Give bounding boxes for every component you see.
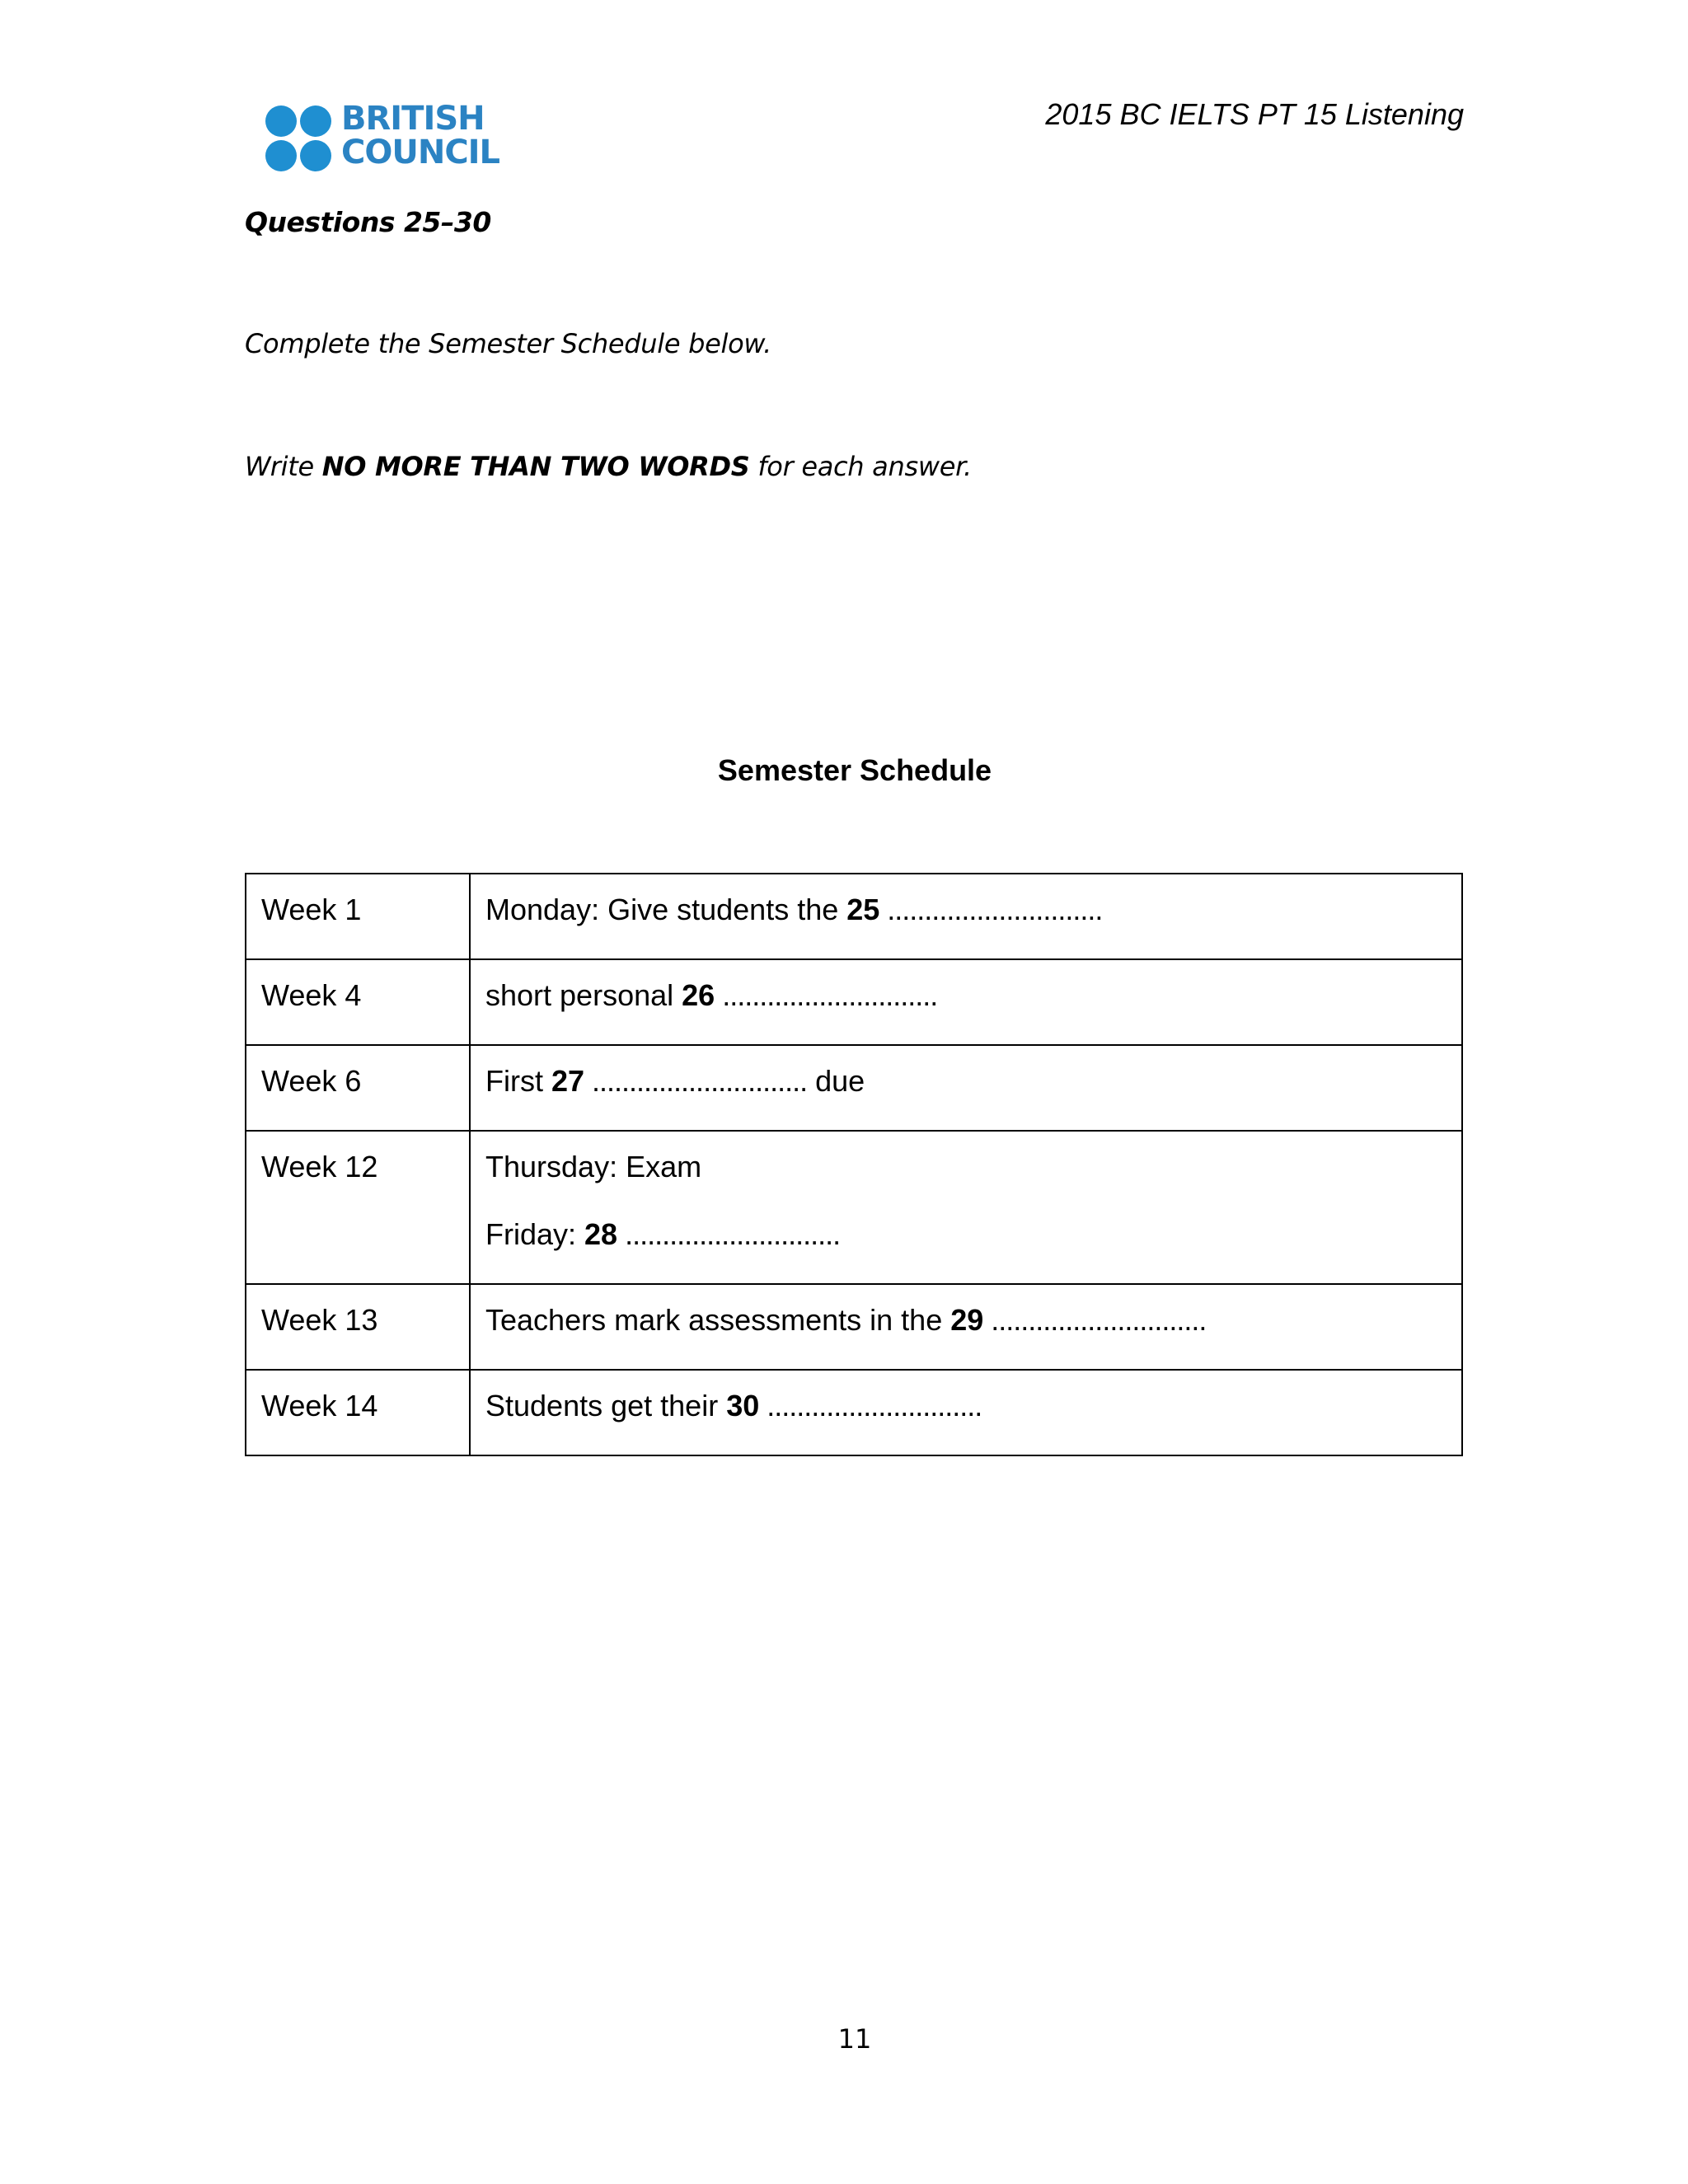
answer-blank[interactable]: ............................. [584, 1064, 808, 1098]
task-text: Students get their [485, 1389, 727, 1422]
logo-text-line2: COUNCIL [341, 134, 500, 171]
task-line-1: Thursday: Exam [485, 1150, 702, 1183]
questions-title: Questions 25–30 [245, 206, 491, 238]
instruction-complete: Complete the Semester Schedule below. [245, 328, 772, 359]
question-number: 30 [726, 1389, 760, 1422]
logo-text-line1: BRITISH [341, 100, 485, 138]
task-text: Monday: Give students the [485, 893, 847, 926]
question-number: 28 [584, 1217, 618, 1251]
week-cell: Week 6 [246, 1045, 470, 1131]
question-number: 26 [682, 978, 715, 1012]
schedule-title: Semester Schedule [717, 753, 992, 787]
task-cell [470, 1284, 1462, 1370]
answer-blank[interactable]: ............................. [715, 978, 938, 1012]
task-cell [470, 1370, 1462, 1455]
table-row [246, 1131, 1462, 1284]
answer-blank[interactable]: ............................. [617, 1217, 841, 1251]
task-text: short personal [485, 978, 682, 1012]
task-text: Teachers mark assessments in the [485, 1303, 951, 1337]
semester-schedule-table [245, 873, 1463, 1456]
week-cell: Week 12 [246, 1131, 470, 1284]
answer-blank[interactable]: ............................. [759, 1389, 982, 1422]
table-row [246, 874, 1462, 959]
table-row [246, 959, 1462, 1045]
task-cell [470, 1045, 1462, 1131]
british-council-logo [262, 97, 501, 180]
task-cell [470, 874, 1462, 959]
instruction-bold: NO MORE THAN TWO WORDS [321, 451, 750, 482]
task-line-2 [485, 1217, 1447, 1252]
question-number: 29 [950, 1303, 984, 1337]
task-text: Friday: [485, 1217, 585, 1251]
week-cell: Week 14 [246, 1370, 470, 1455]
question-number: 25 [846, 893, 880, 926]
instruction-pre: Write [245, 451, 322, 482]
week-cell: Week 4 [246, 959, 470, 1045]
task-cell [470, 1131, 1462, 1284]
task-cell [470, 959, 1462, 1045]
table-row [246, 1370, 1462, 1455]
week-cell: Week 1 [246, 874, 470, 959]
page-number: 11 [837, 2023, 872, 2055]
question-number: 27 [551, 1064, 585, 1098]
answer-blank[interactable]: ............................. [983, 1303, 1207, 1337]
test-title: 2015 BC IELTS PT 15 Listening [1045, 97, 1464, 131]
table-row [246, 1284, 1462, 1370]
instruction-word-limit [245, 451, 972, 482]
week-cell: Week 13 [246, 1284, 470, 1370]
task-text: First [485, 1064, 551, 1098]
logo-text [341, 102, 499, 170]
task-text-after: due [807, 1064, 865, 1098]
instruction-post: for each answer. [749, 451, 972, 482]
table-row [246, 1045, 1462, 1131]
logo-dots-icon [265, 105, 333, 173]
answer-blank[interactable]: ............................. [879, 893, 1103, 926]
